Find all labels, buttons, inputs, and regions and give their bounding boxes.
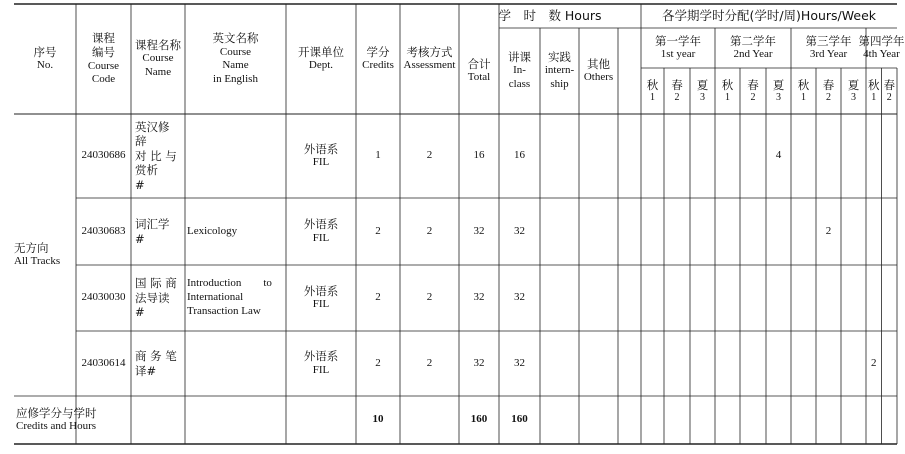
header-term-9: [841, 68, 866, 114]
course-dept: [286, 198, 356, 265]
header-seq-text: No.: [36, 59, 54, 72]
course-credits: [356, 114, 400, 198]
course-dept: [286, 265, 356, 331]
header-english-name-text: 英文名称: [212, 31, 259, 46]
semester-hours-cell: [664, 114, 690, 198]
header-dept: [286, 4, 356, 114]
semester-hours-cell: [766, 114, 791, 198]
header-term-4: [715, 68, 740, 114]
header-name: [131, 4, 185, 114]
course-total-hours-text: 32: [473, 224, 485, 237]
header-year-1-text: 1st year: [660, 48, 696, 61]
header-internship-text: intern-: [544, 64, 575, 77]
header-term-11-text: 2: [886, 91, 892, 103]
semester-hours-cell: [866, 114, 882, 198]
course-english-name: [187, 114, 284, 198]
course-internship-hours: [540, 198, 579, 265]
summary-label-text: Credits and Hours: [16, 420, 97, 433]
header-term-7-text: 秋: [797, 77, 810, 92]
semester-hours-cell: [664, 265, 690, 331]
header-year-3: [791, 28, 866, 68]
semester-hours-cell: [664, 198, 690, 265]
course-code-text: 24030683: [81, 224, 126, 237]
header-term-10: [866, 68, 882, 114]
header-total-text: Total: [467, 71, 491, 84]
header-semester-group-text: 各学期学时分配(学时/周)Hours/Week: [661, 8, 877, 24]
header-year-4-text: 4th Year: [863, 48, 900, 61]
course-dept-text: 外语系: [303, 217, 339, 232]
semester-hours-cell: [664, 331, 690, 396]
course-total-hours-text: 32: [473, 291, 485, 304]
header-semester-group: [641, 4, 897, 28]
summary-total: [459, 396, 499, 444]
semester-hours-cell: [690, 114, 715, 198]
header-term-1: [641, 68, 664, 114]
course-english-name-text: Transaction Law: [187, 304, 261, 317]
course-code: [76, 114, 131, 198]
semester-hours-cell: [740, 114, 766, 198]
summary-total-text: 160: [470, 413, 488, 426]
semester-hours-cell: [882, 198, 898, 265]
course-total-hours: [459, 331, 499, 396]
course-name-text: 法导读: [135, 290, 170, 305]
semester-hours-cell: [816, 331, 841, 396]
semester-hours-cell-text: 4: [775, 149, 782, 162]
semester-hours-cell: [740, 265, 766, 331]
course-other-hours: [579, 331, 618, 396]
header-assessment: [400, 4, 459, 114]
semester-hours-cell: [791, 265, 816, 331]
track-label-text: 无方向: [14, 240, 49, 255]
course-name-text: 辞: [135, 134, 147, 149]
header-term-1-text: 秋: [646, 77, 659, 92]
semester-hours-cell: [791, 331, 816, 396]
header-term-10-text: 1: [871, 91, 877, 103]
header-seq-text: 序号: [33, 44, 57, 59]
header-total: [459, 28, 499, 114]
semester-hours-cell: [690, 198, 715, 265]
course-other-hours: [579, 265, 618, 331]
header-term-8-text: 春: [822, 77, 835, 92]
course-inclass-hours-text: 32: [514, 291, 525, 304]
course-name-text: 国 际 商: [135, 276, 177, 291]
course-inclass-hours: [499, 331, 540, 396]
course-internship-hours: [540, 265, 579, 331]
header-term-9-text: 夏: [847, 77, 860, 92]
course-name: [135, 331, 185, 396]
course-assessment-text: 2: [426, 356, 433, 369]
header-hours-group-text: 学 时 数 Hours: [498, 8, 602, 24]
summary-credits-text: 10: [372, 413, 384, 426]
header-term-3: [690, 68, 715, 114]
semester-hours-cell: [816, 198, 841, 265]
header-inclass: [499, 28, 540, 114]
header-term-11: [882, 68, 898, 114]
header-term-2: [664, 68, 690, 114]
course-english-name: [187, 265, 284, 331]
header-internship: [540, 28, 579, 114]
header-code-text: 课程: [92, 30, 115, 45]
course-english-name-text: Introduction to: [187, 277, 272, 290]
course-code-text: 24030686: [81, 149, 126, 162]
course-inclass-hours: [499, 114, 540, 198]
course-assessment: [400, 265, 459, 331]
header-code-text: 编号: [92, 45, 115, 60]
semester-hours-cell: [740, 331, 766, 396]
course-inclass-hours-text: 32: [514, 356, 525, 369]
course-code-text: 24030614: [81, 356, 126, 369]
summary-label-text: 应修学分与学时: [16, 405, 97, 420]
header-year-1: [641, 28, 715, 68]
semester-hours-cell: [641, 331, 664, 396]
track-label-text: All Tracks: [14, 255, 61, 268]
semester-hours-cell: [715, 331, 740, 396]
header-others: [579, 28, 618, 114]
course-dept-text: 外语系: [303, 349, 339, 364]
header-term-2-text: 2: [674, 91, 680, 103]
header-term-5-text: 2: [750, 91, 756, 103]
summary-label: [16, 396, 131, 444]
header-year-3-text: 第三学年: [805, 33, 852, 48]
header-year-1-text: 第一学年: [655, 33, 701, 48]
header-term-5: [740, 68, 766, 114]
header-seq: [14, 4, 76, 114]
semester-hours-cell: [641, 265, 664, 331]
course-inclass-hours-text: 32: [514, 224, 525, 237]
header-name-text: Name: [144, 66, 172, 79]
header-term-6: [766, 68, 791, 114]
semester-hours-cell: [866, 198, 882, 265]
course-total-hours: [459, 265, 499, 331]
semester-hours-cell: [841, 198, 866, 265]
summary-inclass-text: 160: [511, 413, 528, 426]
header-term-9-text: 3: [851, 91, 856, 103]
header-inclass-text: In-: [513, 64, 526, 77]
header-others-text: 其他: [587, 56, 610, 71]
semester-hours-cell: [882, 265, 898, 331]
course-name-text: 赏析: [135, 163, 158, 178]
course-english-name-text: International: [187, 291, 244, 304]
semester-hours-cell-text: 2: [825, 224, 832, 237]
semester-hours-cell: [740, 198, 766, 265]
header-english-name-text: Course: [219, 45, 252, 58]
semester-hours-cell: [690, 331, 715, 396]
course-english-name: [187, 198, 284, 265]
header-code: [76, 4, 131, 114]
semester-hours-cell-text: 2: [871, 356, 877, 369]
course-dept: [286, 114, 356, 198]
header-year-3-text: 3rd Year: [809, 48, 848, 61]
header-inclass-text: 讲课: [508, 50, 531, 65]
course-dept-text: FIL: [312, 231, 330, 244]
header-term-11-text: 春: [883, 77, 895, 92]
header-term-4-text: 1: [725, 91, 730, 103]
course-dept-text: FIL: [312, 363, 330, 376]
header-others-text: Others: [583, 71, 614, 84]
course-assessment-text: 2: [426, 224, 433, 237]
header-code-text: Code: [91, 73, 116, 86]
summary-credits: [356, 396, 400, 444]
header-term-10-text: 秋: [868, 77, 880, 92]
course-name-text: 对 比 与: [135, 148, 177, 163]
semester-hours-cell: [715, 198, 740, 265]
semester-hours-cell: [641, 114, 664, 198]
header-term-6-text: 夏: [772, 77, 785, 92]
course-credits: [356, 331, 400, 396]
semester-hours-cell: [791, 198, 816, 265]
semester-hours-cell: [715, 114, 740, 198]
course-name-text: 英汉修: [135, 120, 170, 135]
header-term-8-text: 2: [826, 91, 831, 103]
course-assessment: [400, 331, 459, 396]
course-name: [135, 198, 185, 265]
semester-hours-cell: [641, 198, 664, 265]
header-year-2: [715, 28, 791, 68]
header-year-4-text: 第四学年: [858, 33, 905, 48]
header-dept-text: Dept.: [308, 59, 334, 72]
course-internship-hours: [540, 331, 579, 396]
course-name-text: 商 务 笔: [135, 349, 177, 364]
header-credits-text: Credits: [362, 59, 394, 72]
course-code: [76, 265, 131, 331]
course-credits-text: 2: [375, 224, 381, 237]
header-credits-text: 学分: [366, 44, 390, 59]
semester-hours-cell: [882, 331, 898, 396]
semester-hours-cell: [766, 198, 791, 265]
header-internship-text: 实践: [548, 50, 571, 65]
header-assessment-text: Assessment: [403, 59, 456, 72]
header-name-text: Course: [142, 52, 174, 65]
header-term-5-text: 春: [747, 77, 759, 92]
semester-hours-cell: [841, 331, 866, 396]
header-total-text: 合计: [467, 56, 491, 71]
course-total-hours: [459, 198, 499, 265]
course-credits: [356, 265, 400, 331]
course-total-hours-text: 32: [473, 356, 485, 369]
header-year-2-text: 2nd Year: [733, 48, 773, 61]
course-assessment-text: 2: [426, 149, 433, 162]
course-dept: [286, 331, 356, 396]
course-total-hours: [459, 114, 499, 198]
course-other-hours: [579, 114, 618, 198]
header-dept-text: 开课单位: [298, 44, 344, 59]
track-label: [14, 114, 76, 396]
course-assessment: [400, 114, 459, 198]
course-credits-text: 2: [375, 291, 381, 304]
header-name-text: 课程名称: [135, 38, 181, 53]
header-term-2-text: 春: [671, 77, 683, 92]
course-dept-text: 外语系: [303, 283, 339, 298]
course-code: [76, 198, 131, 265]
course-internship-hours: [540, 114, 579, 198]
course-code: [76, 331, 131, 396]
header-term-8: [816, 68, 841, 114]
course-name-text: #: [135, 231, 145, 246]
semester-hours-cell: [882, 114, 898, 198]
header-term-1-text: 1: [650, 91, 655, 103]
course-name-text: #: [135, 305, 145, 320]
course-inclass-hours: [499, 265, 540, 331]
header-assessment-text: 考核方式: [406, 44, 453, 59]
semester-hours-cell: [866, 331, 882, 396]
semester-hours-cell: [816, 265, 841, 331]
course-dept-text: 外语系: [303, 141, 339, 156]
course-other-hours: [579, 198, 618, 265]
course-assessment-text: 2: [426, 291, 433, 304]
course-dept-text: FIL: [312, 156, 330, 169]
semester-hours-cell: [841, 114, 866, 198]
course-name-text: 译#: [135, 363, 157, 378]
semester-hours-cell: [766, 331, 791, 396]
course-inclass-hours: [499, 198, 540, 265]
course-english-name: [187, 331, 284, 396]
course-name-text: #: [135, 177, 145, 192]
header-credits: [356, 4, 400, 114]
course-credits: [356, 198, 400, 265]
header-hours-group: [459, 4, 641, 28]
header-year-2-text: 第二学年: [730, 33, 776, 48]
header-year-4: [858, 28, 905, 68]
header-term-7-text: 1: [801, 91, 806, 103]
semester-hours-cell: [816, 114, 841, 198]
summary-inclass: [499, 396, 540, 444]
header-term-3-text: 3: [700, 91, 705, 103]
header-term-7: [791, 68, 816, 114]
course-credits-text: 2: [375, 356, 381, 369]
course-inclass-hours-text: 16: [514, 149, 525, 162]
semester-hours-cell: [841, 265, 866, 331]
header-code-text: Course: [87, 59, 120, 72]
course-name-text: 词汇学: [135, 217, 170, 232]
semester-hours-cell: [866, 265, 882, 331]
header-term-3-text: 夏: [696, 77, 709, 92]
course-total-hours-text: 16: [473, 149, 485, 162]
course-credits-text: 1: [375, 149, 381, 162]
header-inclass-text: class: [508, 78, 531, 91]
header-term-6-text: 3: [776, 91, 781, 103]
semester-hours-cell: [715, 265, 740, 331]
header-term-4-text: 秋: [721, 77, 734, 92]
course-assessment: [400, 198, 459, 265]
course-name: [135, 265, 185, 331]
course-english-name-text: Lexicology: [187, 224, 238, 237]
header-internship-text: ship: [550, 78, 569, 91]
semester-hours-cell: [791, 114, 816, 198]
course-code-text: 24030030: [81, 291, 126, 304]
header-english-name-text: Name: [222, 59, 249, 72]
header-english-name-text: in English: [213, 73, 258, 86]
semester-hours-cell: [690, 265, 715, 331]
header-english-name: [185, 4, 286, 114]
course-name: [135, 114, 185, 198]
semester-hours-cell: [766, 265, 791, 331]
course-dept-text: FIL: [312, 298, 330, 311]
